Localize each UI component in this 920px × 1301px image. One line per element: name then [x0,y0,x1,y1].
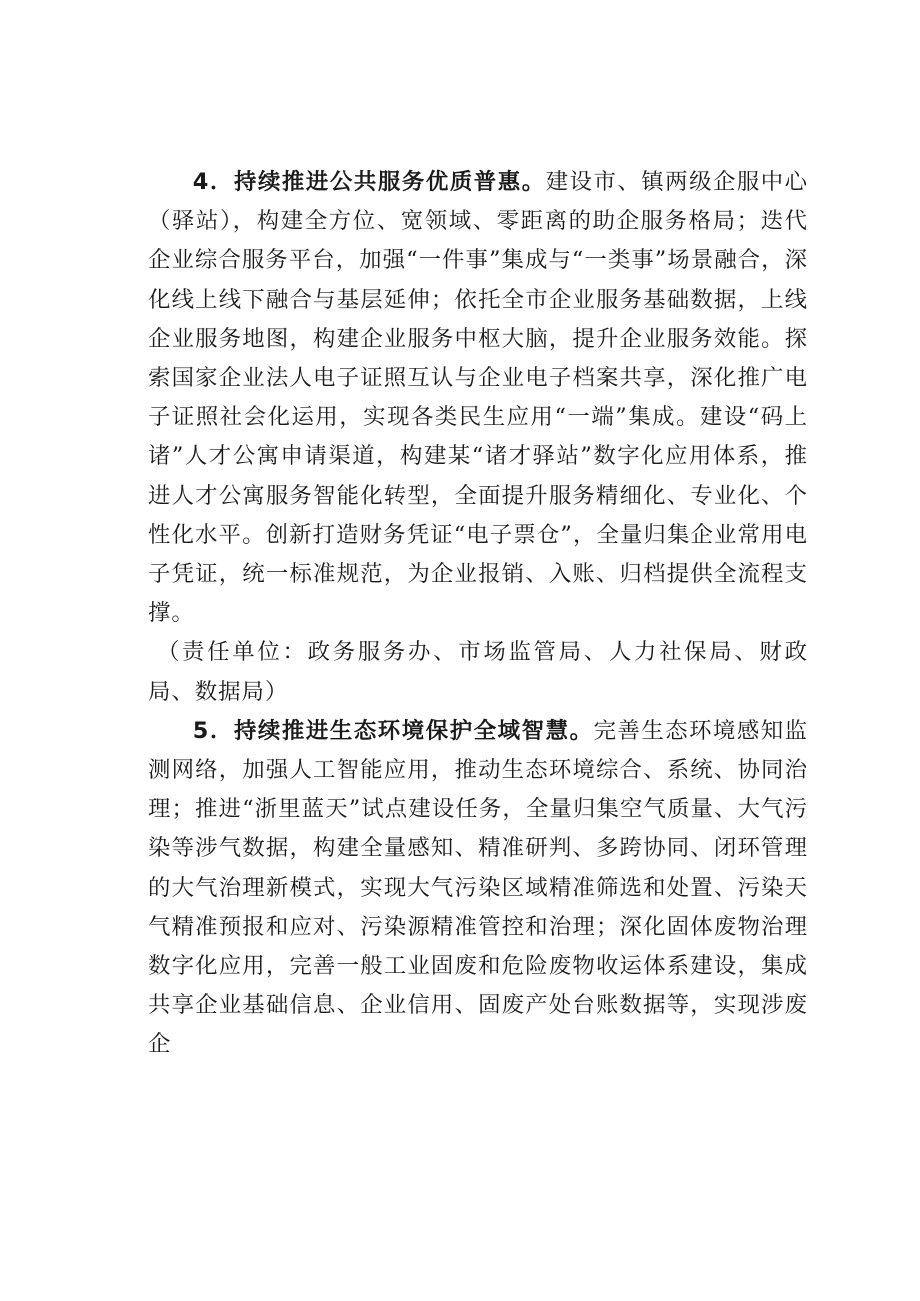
section-4-paragraph [148,163,808,633]
section-5-paragraph [148,712,808,1065]
section-5-body: 完善生态环境感知监测网络，加强人工智能应用，推动生态环境综合、系统、协同治理；推进“浙里蓝天”试点建设任务，全量归集空气质量、大气污染等涉气数据，构建全量感知、精准研判、多跨协同、闭环管理的大气治理新模式，实现大气污染区域精准筛选和处置、污染天气精准预报和应对、污染源精准管控和治理；深化固体废物治理数字化应用，完善一般工业固废和危险废物收运体系建设，集成共享企业基础信息、企业信用、固废产处台账数据等，实现涉废企 [148,717,808,1058]
section-4-responsibility: （责任单位：政务服务办、市场监管局、人力社保局、财政局、数据局） [148,639,808,705]
document-body [148,163,808,1065]
section-5-heading: 5．持续推进生态环境保护全域智慧。 [192,717,594,744]
section-4-body: 建设市、镇两级企服中心（驿站），构建全方位、宽领域、零距离的助企服务格局；迭代企业综合服务平台，加强“一件事”集成与“一类事”场景融合，深化线上线下融合与基层延伸；依托全市企业服务基础数据，上线企业服务地图，构建企业服务中枢大脑，提升企业服务效能。探索国家企业法人电子证照互认与企业电子档案共享，深化推广电子证照社会化运用，实现各类民生应用“一端”集成。建设“码上诸”人才公寓申请渠道，构建某“诸才驿站”数字化应用体系，推进人才公寓服务智能化转型，全面提升服务精细化、专业化、个性化水平。创新打造财务凭证“电子票仓”，全量归集企业常用电子凭证，统一标准规范，为企业报销、入账、归档提供全流程支撑。 [148,169,808,627]
section-4-heading: 4．持续推进公共服务优质普惠。 [192,169,546,195]
